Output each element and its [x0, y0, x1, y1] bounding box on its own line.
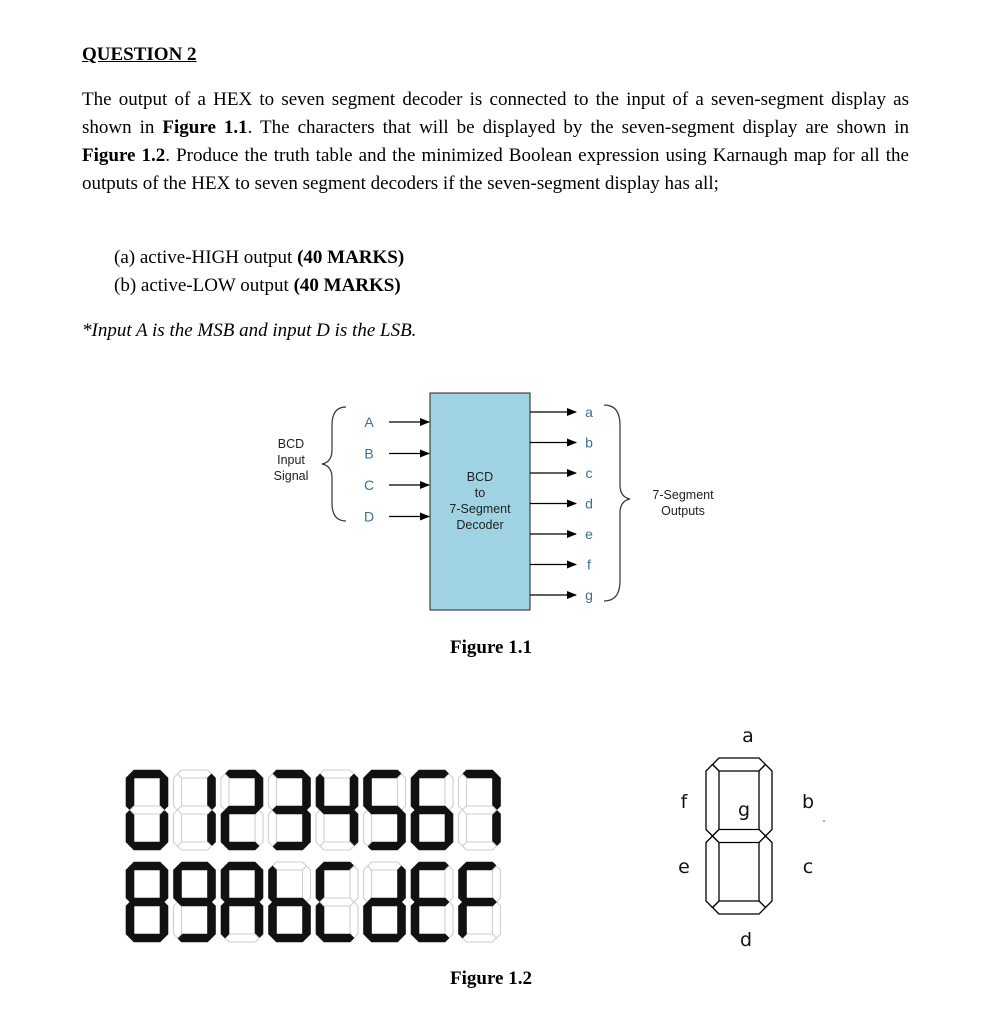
segment-a	[415, 770, 449, 778]
digit-3	[269, 770, 311, 850]
segment-c	[208, 810, 216, 846]
block-label-line: Decoder	[456, 518, 504, 532]
seven-segment-layout-diagram	[660, 720, 840, 960]
digit-C	[316, 862, 358, 942]
question-paragraph	[82, 86, 909, 198]
question-heading: QUESTION 2	[82, 44, 197, 65]
digit-2	[221, 770, 263, 850]
segment-outline-e	[706, 836, 719, 908]
paragraph-run: . Produce the truth table and the minimized Boolean expression using Karnaugh map for all the outputs of the HEX to seven segment decoders if the seven-segment display has all;	[82, 145, 909, 194]
segment-d	[225, 934, 259, 942]
segment-d	[415, 842, 449, 850]
segment-a	[178, 862, 212, 870]
segment-g	[130, 898, 164, 906]
segment-label-f: f	[680, 791, 688, 813]
segment-a	[368, 862, 402, 870]
segment-g	[463, 806, 497, 814]
segment-f	[459, 774, 467, 810]
part-a-marks: (40 MARKS)	[297, 247, 405, 268]
question-parts	[114, 244, 404, 300]
segment-c	[398, 810, 406, 846]
segment-b	[160, 866, 168, 902]
segment-b	[303, 774, 311, 810]
segment-d	[368, 842, 402, 850]
input-D: D	[363, 508, 375, 525]
segment-g	[368, 806, 402, 814]
segment-a	[273, 862, 307, 870]
segment-g	[273, 806, 307, 814]
decoder-outputs	[530, 404, 593, 603]
segment-c	[303, 810, 311, 846]
stray-dot	[823, 820, 825, 822]
segment-d	[273, 934, 307, 942]
hex-character-displays	[120, 760, 505, 950]
decoder-block-diagram	[262, 385, 732, 615]
segment-b	[398, 774, 406, 810]
segment-a	[463, 862, 497, 870]
input-brace	[322, 407, 346, 521]
segment-e	[174, 902, 182, 938]
digit-b	[269, 862, 311, 942]
segment-a	[463, 770, 497, 778]
segment-f	[221, 774, 229, 810]
segment-e	[459, 810, 467, 846]
segment-e	[316, 902, 324, 938]
segment-d	[463, 934, 497, 942]
segment-e	[316, 810, 324, 846]
segment-e	[221, 902, 229, 938]
input-C: C	[363, 477, 375, 493]
segment-c	[160, 902, 168, 938]
block-label-line: to	[474, 486, 486, 500]
segment-b	[160, 774, 168, 810]
segment-e	[269, 810, 277, 846]
segment-g	[320, 806, 354, 814]
segment-d	[320, 934, 354, 942]
segment-e	[269, 902, 277, 938]
segment-g	[178, 806, 212, 814]
segment-d	[368, 934, 402, 942]
segment-c	[255, 810, 263, 846]
segment-g	[368, 898, 402, 906]
segment-c	[398, 902, 406, 938]
output-e: e	[585, 526, 593, 542]
output-a: a	[585, 404, 593, 420]
segment-g	[178, 898, 212, 906]
segment-d	[415, 934, 449, 942]
segment-g	[273, 898, 307, 906]
figure-1-2-caption: Figure 1.2	[450, 968, 532, 989]
input-label-line: Input	[277, 453, 305, 467]
segment-f	[126, 774, 134, 810]
segment-g	[415, 806, 449, 814]
output-g: g	[585, 587, 593, 603]
segment-e	[411, 810, 419, 846]
digit-9	[174, 862, 216, 942]
paragraph-run: Figure 1.2	[82, 145, 166, 166]
digit-F	[459, 862, 501, 942]
segment-e	[364, 902, 372, 938]
digit-5	[364, 770, 406, 850]
segment-d	[178, 934, 212, 942]
digit-d	[364, 862, 406, 942]
part-a-text: (a) active-HIGH output	[114, 247, 298, 268]
segment-f	[364, 866, 372, 902]
segment-a	[273, 770, 307, 778]
digit-7	[459, 770, 501, 850]
segment-f	[459, 866, 467, 902]
segment-c	[208, 902, 216, 938]
output-c: c	[585, 465, 593, 481]
output-label-line: Outputs	[661, 504, 705, 518]
segment-e	[126, 902, 134, 938]
output-f: f	[587, 556, 591, 573]
input-B: B	[364, 445, 374, 462]
part-b-marks: (40 MARKS)	[293, 275, 401, 296]
segment-c	[445, 810, 453, 846]
segment-b	[445, 866, 453, 902]
segment-d	[273, 842, 307, 850]
segment-a	[225, 862, 259, 870]
segment-f	[126, 866, 134, 902]
segment-label-d: d	[739, 929, 753, 951]
segment-outline-a	[713, 758, 766, 771]
segment-c	[350, 810, 358, 846]
segment-e	[459, 902, 467, 938]
segment-f	[411, 774, 419, 810]
segment-g	[225, 806, 259, 814]
part-a	[114, 244, 404, 272]
figure-1-1-caption: Figure 1.1	[450, 637, 532, 658]
segment-label-b: b	[801, 791, 815, 813]
block-label-line: BCD	[466, 470, 494, 484]
segment-f	[221, 866, 229, 902]
segment-d	[130, 842, 164, 850]
input-signal-label	[274, 437, 309, 483]
segment-f	[174, 774, 182, 810]
segment-b	[350, 866, 358, 902]
segment-label-g: g	[737, 799, 751, 821]
segment-outlines	[706, 758, 772, 914]
input-A: A	[364, 414, 374, 430]
segment-e	[221, 810, 229, 846]
paragraph-run: . The characters that will be displayed by the seven-segment display are shown in	[247, 117, 909, 138]
segment-a	[320, 770, 354, 778]
segment-d	[130, 934, 164, 942]
paragraph-run: The output of a HEX to seven segment decoder is connected to the input of a seven-segment display as shown in	[82, 89, 909, 138]
segment-g	[415, 898, 449, 906]
segment-a	[368, 770, 402, 778]
segment-b	[255, 866, 263, 902]
output-b: b	[585, 434, 593, 451]
segment-b	[398, 866, 406, 902]
segment-a	[225, 770, 259, 778]
segment-d	[225, 842, 259, 850]
digit-E	[411, 862, 453, 942]
segment-b	[445, 774, 453, 810]
segment-e	[411, 902, 419, 938]
segment-e	[364, 810, 372, 846]
input-label-line: BCD	[277, 437, 305, 451]
segment-b	[493, 774, 501, 810]
segment-f	[411, 866, 419, 902]
segment-b	[350, 774, 358, 810]
segment-a	[415, 862, 449, 870]
segment-a	[130, 862, 164, 870]
part-b	[114, 272, 404, 300]
segment-f	[269, 866, 277, 902]
part-b-text: (b) active-LOW output	[114, 275, 294, 296]
segment-label-e: e	[678, 856, 690, 878]
input-label-line: Signal	[273, 469, 309, 483]
segment-label-a: a	[742, 725, 754, 747]
segment-f	[316, 774, 324, 810]
segment-b	[208, 866, 216, 902]
segment-g	[463, 898, 497, 906]
decoder-inputs	[364, 414, 429, 525]
msb-lsb-note: *Input A is the MSB and input D is the LSB.	[82, 320, 417, 341]
segment-e	[174, 810, 182, 846]
segment-c	[445, 902, 453, 938]
digit-A	[221, 862, 263, 942]
segment-f	[269, 774, 277, 810]
segment-f	[174, 866, 182, 902]
segment-a	[320, 862, 354, 870]
segment-g	[225, 898, 259, 906]
segment-outline-c	[759, 836, 772, 908]
segment-f	[364, 774, 372, 810]
segment-e	[126, 810, 134, 846]
segment-f	[316, 866, 324, 902]
digit-6	[411, 770, 453, 850]
segment-d	[463, 842, 497, 850]
segment-d	[178, 842, 212, 850]
digit-4	[316, 770, 358, 850]
segment-g	[320, 898, 354, 906]
segment-outline-f	[706, 765, 719, 837]
digit-1	[174, 770, 216, 850]
output-d: d	[585, 495, 593, 512]
segment-outline-g	[713, 830, 766, 843]
digit-8	[126, 862, 168, 942]
segment-outline-d	[713, 901, 766, 914]
segment-b	[303, 866, 311, 902]
paragraph-run: Figure 1.1	[162, 117, 248, 138]
segment-c	[160, 810, 168, 846]
segment-c	[493, 902, 501, 938]
segment-c	[255, 902, 263, 938]
segment-a	[130, 770, 164, 778]
segment-c	[303, 902, 311, 938]
segment-d	[320, 842, 354, 850]
segment-b	[255, 774, 263, 810]
segment-outputs-label	[652, 488, 714, 518]
digit-0	[126, 770, 168, 850]
segment-g	[130, 806, 164, 814]
segment-c	[493, 810, 501, 846]
block-label-line: 7-Segment	[449, 502, 511, 516]
output-brace	[604, 405, 630, 601]
segment-outline-b	[759, 765, 772, 837]
output-label-line: 7-Segment	[652, 488, 714, 502]
segment-b	[208, 774, 216, 810]
segment-b	[493, 866, 501, 902]
segment-c	[350, 902, 358, 938]
segment-label-c: c	[802, 856, 814, 878]
segment-a	[178, 770, 212, 778]
